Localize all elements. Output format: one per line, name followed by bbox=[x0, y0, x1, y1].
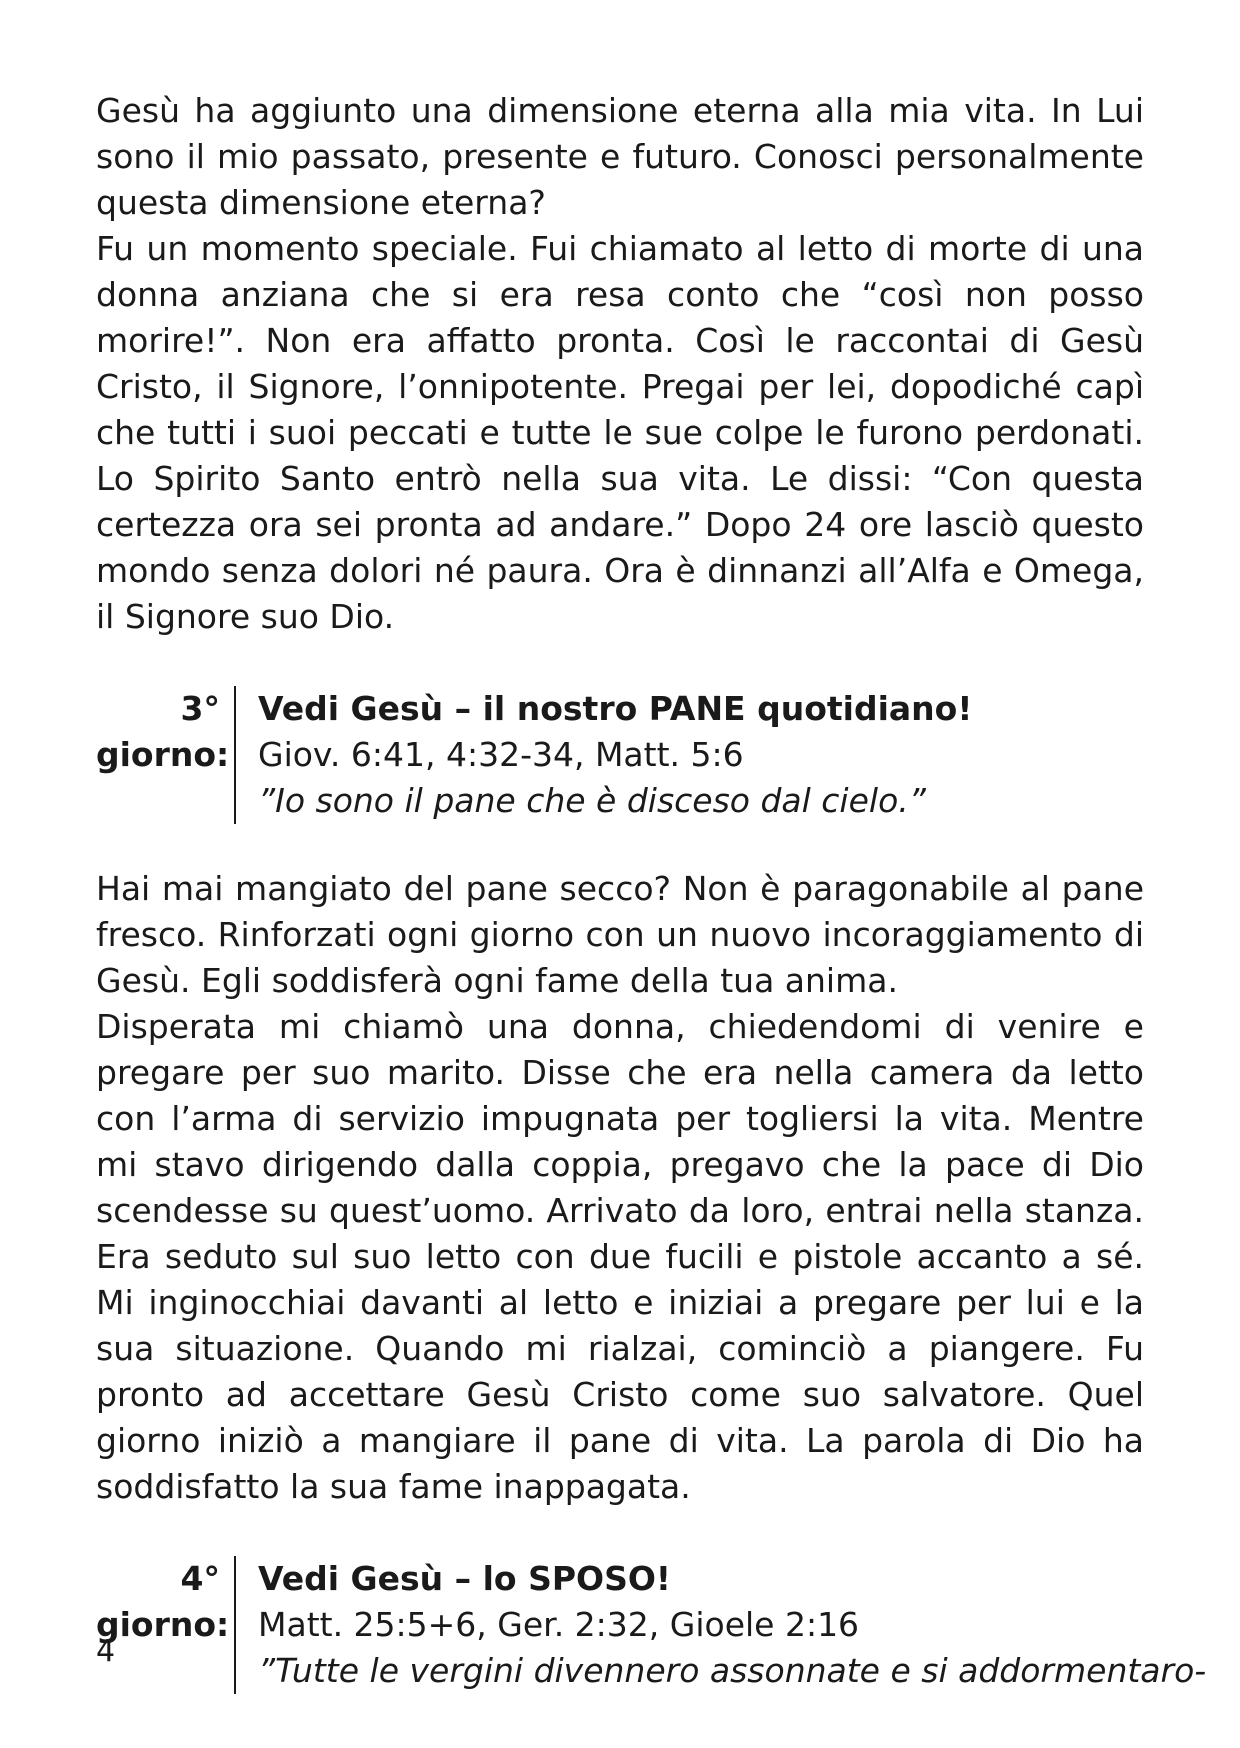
intro-paragraph-1: Gesù ha aggiunto una dimensione eterna alla mia vita. In Lui sono il mio passato, presente e futuro. Conosci personalmente questa dimensione eterna? bbox=[96, 91, 1144, 222]
day-3-body bbox=[234, 686, 972, 824]
day-3-title: Vedi Gesù – il nostro PANE quotidiano! bbox=[258, 689, 973, 728]
day-4-number: 4° bbox=[180, 1559, 220, 1598]
day-4-label bbox=[96, 1556, 234, 1694]
day-4-quote: ”Tutte le vergini divennero assonnate e si addormentaro- bbox=[258, 1651, 1207, 1690]
day-3-paragraph-2: Disperata mi chiamò una donna, chiedendomi di venire e pregare per suo marito. Disse che era nella camera da letto con l’arma di servizio impugnata per togliersi la vita. Mentre mi stavo dirigendo dalla coppia, pregavo che la pace di Dio scendesse su quest’uomo. Arrivato da loro, entrai nella stanza. Era seduto sul suo letto con due fucili e pistole accanto a sé. Mi inginocchiai davanti al letto e iniziai a pregare per lui e la sua situazione. Quando mi rialzai, cominciò a piangere. Fu pronto ad accettare Gesù Cristo come suo salvatore. Quel giorno iniziò a mangiare il pane di vita. La parola di Dio ha soddisfatto la sua fame inappagata. bbox=[96, 1007, 1144, 1506]
page-content bbox=[96, 88, 1207, 1736]
day-3-word: giorno: bbox=[96, 735, 230, 774]
day-4-refs: Matt. 25:5+6, Ger. 2:32, Gioele 2:16 bbox=[258, 1605, 860, 1644]
day-4-title: Vedi Gesù – lo SPOSO! bbox=[258, 1559, 671, 1598]
day-3-heading bbox=[96, 686, 1144, 824]
day-3-quote: ”Io sono il pane che è disceso dal cielo.” bbox=[258, 781, 926, 820]
day-4-heading bbox=[96, 1556, 1207, 1694]
intro-paragraph-2: Fu un momento speciale. Fui chiamato al letto di morte di una donna anziana che si era resa conto che “così non posso morire!”. Non era affatto pronta. Così le raccontai di Gesù Cristo, il Signore, l’onnipotente. Pregai per lei, dopodiché capì che tutti i suoi peccati e tutte le sue colpe le furono perdonati. Lo Spirito Santo entrò nella sua vita. Le dissi: “Con questa certezza ora sei pronta ad andare.” Dopo 24 ore lasciò questo mondo senza dolori né paura. Ora è dinnanzi all’Alfa e Omega, il Signore suo Dio. bbox=[96, 229, 1144, 636]
day-3-label bbox=[96, 686, 234, 824]
day-3-paragraph-1: Hai mai mangiato del pane secco? Non è paragonabile al pane fresco. Rinforzati ogni giorno con un nuovo incoraggiamento di Gesù. Egli soddisferà ogni fame della tua anima. bbox=[96, 869, 1144, 1000]
page-number: 4 bbox=[96, 1634, 116, 1669]
day-3-number: 3° bbox=[180, 689, 220, 728]
day-4-body bbox=[234, 1556, 1206, 1694]
day-4-word: giorno: bbox=[96, 1605, 230, 1644]
day-3-refs: Giov. 6:41, 4:32-34, Matt. 5:6 bbox=[258, 735, 744, 774]
